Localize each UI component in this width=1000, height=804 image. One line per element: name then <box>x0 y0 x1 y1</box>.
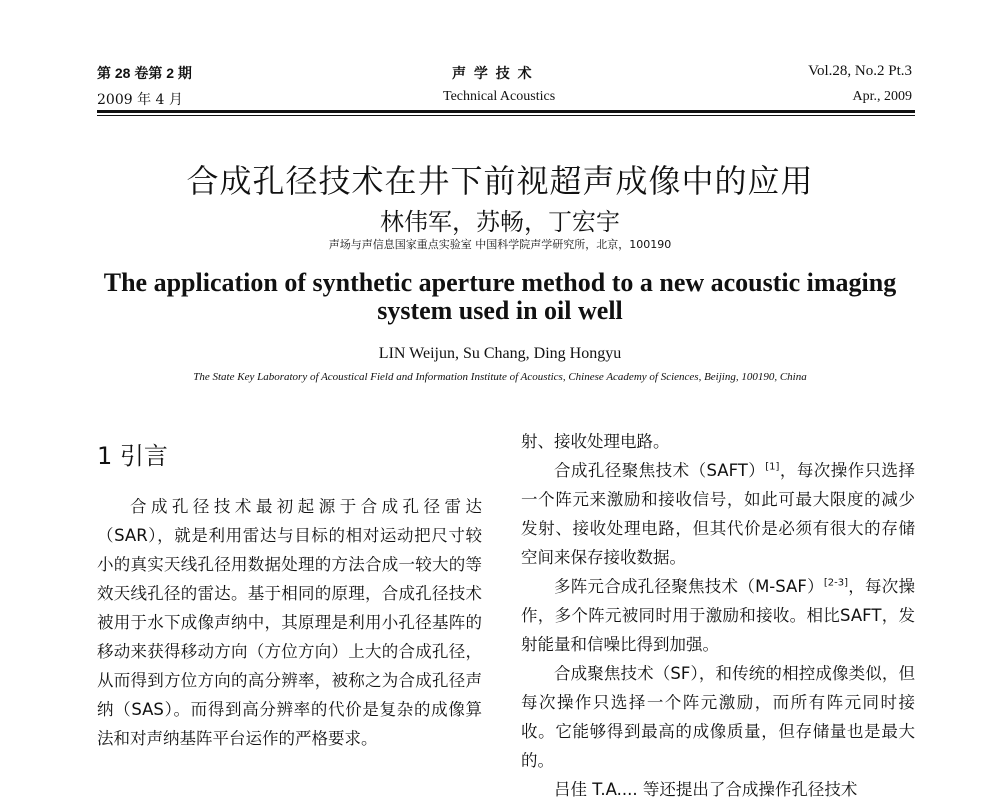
section-heading: 1 引言 <box>97 442 168 470</box>
affiliation-cn: 声场与声信息国家重点实验室 中国科学院声学研究所，北京，100190 <box>328 238 672 251</box>
msaf-text-b: ，每次操作，多个阵元被同时用于激励和接收。相比SAFT，发射能量和信噪比得到加强。 <box>521 577 916 654</box>
right-column <box>521 427 915 804</box>
header-rule-thin <box>97 115 915 116</box>
journal-date-en: Apr., 2009 <box>852 89 912 104</box>
paper-title-cn: 合成孔径技术在井下前视超声成像中的应用 <box>186 162 814 200</box>
journal-name-en: Technical Acoustics <box>443 89 556 104</box>
paragraph-sf: 合成聚焦技术（SF），和传统的相控成像类似，但每次操作只选择一个阵元激励，而所有阵元同时接收。它能够得到最高的成像质量，但存储量也是最大的。 <box>521 664 915 770</box>
journal-name-cn: 声 学 技 术 <box>452 65 534 81</box>
journal-volume-en: Vol.28, No.2 Pt.3 <box>808 63 912 79</box>
saft-text-b: ，每次操作只选择一个阵元来激励和接收信号，如此可最大限度的减少发射、接收处理电路，但其代价是必须有很大的存储空间来保存接收数据。 <box>521 461 915 567</box>
affiliation-en: The State Key Laboratory of Acoustical Field and Information Institute of Acoustics, Chinese Academy of Sciences, Beijing, 100190, China <box>193 371 807 383</box>
citation-1: [1] <box>765 461 780 473</box>
citation-2-3: [2-3] <box>823 577 848 589</box>
paragraph-saft <box>521 456 915 572</box>
intro-paragraph: 合成孔径技术最初起源于合成孔径雷达（SAR），就是利用雷达与目标的相对运动把尺寸较小的真实天线孔径用数据处理的方法合成一较大的等效天线孔径的雷达。基于相同的原理，合成孔径技术被用于水下成像声纳中，其原理是利用小孔径基阵的移动来获得移动方向（方位方向）上大的合成孔径，从而得到方位方向的高分辨率，被称之为合成孔径声纳（SAS）。而得到高分辨率的代价是复杂的成像算法和对声纳基阵平台运作的严格要求。 <box>97 497 482 748</box>
saft-text-a: 合成孔径聚焦技术（SAFT） <box>554 461 766 480</box>
paragraph-cut-off: 吕佳 T.A.... 等还提出了合成操作孔径技术 <box>554 780 858 799</box>
authors-cn: 林伟军，苏畅，丁宏宇 <box>380 208 620 236</box>
msaf-text-a: 多阵元合成孔径聚焦技术（M-SAF） <box>554 577 824 596</box>
journal-date-cn: 2009 年 4 月 <box>97 92 183 108</box>
authors-en: LIN Weijun, Su Chang, Ding Hongyu <box>378 345 622 362</box>
left-column <box>97 492 482 753</box>
paragraph-continuation: 射、接收处理电路。 <box>521 432 670 451</box>
paragraph-msaf <box>521 572 915 659</box>
header-rule-thick <box>97 110 915 113</box>
journal-volume-issue: 第 28 卷第 2 期 <box>97 65 192 81</box>
paper-title-en: The application of synthetic aperture method to a new acoustic imaging system used in oil well <box>103 268 897 325</box>
